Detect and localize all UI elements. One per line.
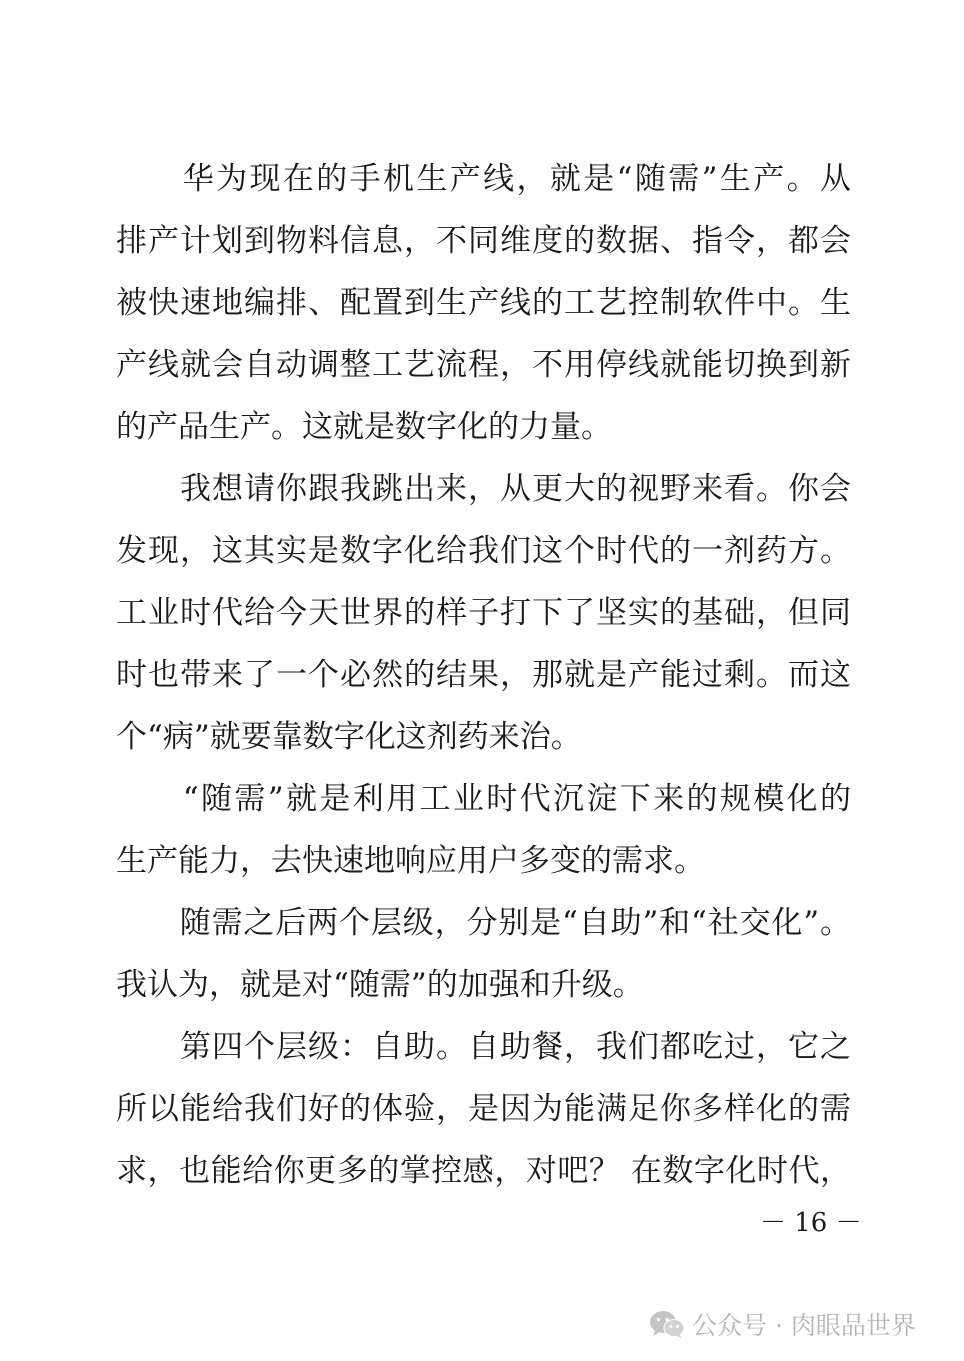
text-line: 时也带来了一个必然的结果，那就是产能过剩。而这 [116, 657, 851, 693]
text-line: 被快速地编排、配置到生产线的工艺控制软件中。生 [116, 285, 851, 321]
watermark [648, 1304, 916, 1344]
text-line: 排产计划到物料信息，不同维度的数据、指令，都会 [116, 223, 851, 259]
text-line: 第四个层级：自助。自助餐，我们都吃过，它之 [116, 1029, 851, 1065]
text-line: 所以能给我们好的体验，是因为能满足你多样化的需 [116, 1091, 851, 1127]
page-number: － 16 － [760, 1208, 862, 1238]
wechat-icon [648, 1309, 686, 1339]
text-line: 个“病”就要靠数字化这剂药来治。 [116, 719, 582, 755]
text-line: “随需”就是利用工业时代沉淀下来的规模化的 [116, 781, 851, 817]
text-line: 我认为，就是对“随需”的加强和升级。 [116, 967, 644, 1003]
text-line: 华为现在的手机生产线，就是“随需”生产。从 [116, 161, 851, 197]
text-line: 的产品生产。这就是数字化的力量。 [116, 409, 612, 445]
text-line: 发现，这其实是数字化给我们这个时代的一剂药方。 [116, 533, 851, 569]
text-line: 求，也能给你更多的掌控感，对吧？ 在数字化时代， [116, 1153, 851, 1189]
text-line: 生产能力，去快速地响应用户多变的需求。 [116, 843, 705, 879]
watermark-text: 公众号 · 肉眼品世界 [692, 1311, 916, 1340]
text-line: 我想请你跟我跳出来，从更大的视野来看。你会 [116, 471, 851, 507]
text-line: 随需之后两个层级，分别是“自助”和“社交化”。 [116, 905, 851, 941]
text-line: 工业时代给今天世界的样子打下了坚实的基础，但同 [116, 595, 851, 631]
text-line: 产线就会自动调整工艺流程，不用停线就能切换到新 [116, 347, 851, 383]
